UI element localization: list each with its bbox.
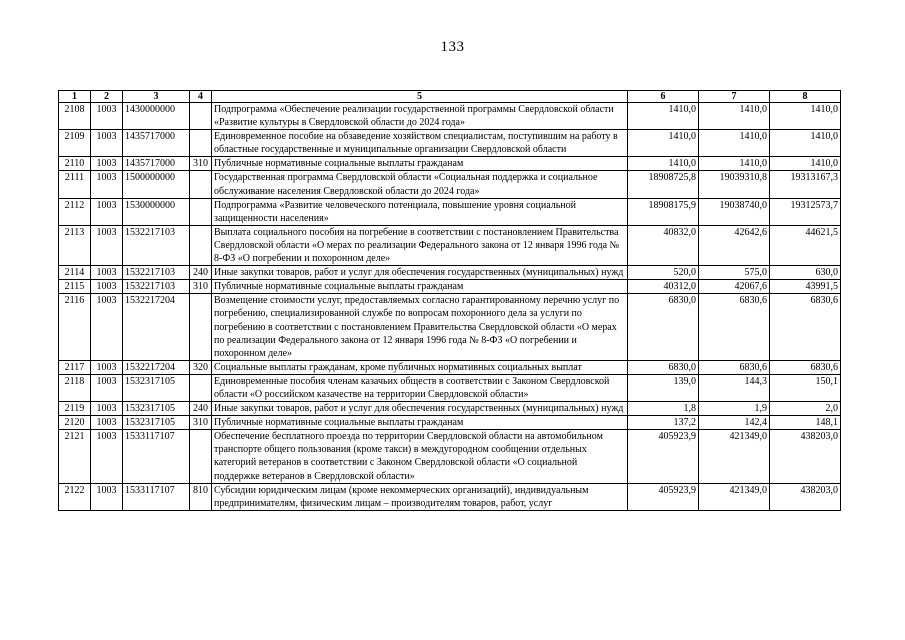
expense-type-code <box>190 374 212 401</box>
row-number: 2118 <box>59 374 91 401</box>
row-number: 2111 <box>59 171 91 198</box>
amount-year-1: 1,8 <box>628 402 699 416</box>
target-article-code: 1532217103 <box>123 266 190 280</box>
amount-year-1: 520,0 <box>628 266 699 280</box>
row-number: 2121 <box>59 430 91 483</box>
table-row <box>59 360 841 374</box>
amount-year-1: 6830,0 <box>628 360 699 374</box>
item-name: Иные закупки товаров, работ и услуг для обеспечения государственных (муниципальных) нужд <box>212 266 628 280</box>
amount-year-3: 44621,5 <box>770 225 841 265</box>
amount-year-3: 2,0 <box>770 402 841 416</box>
item-name: Публичные нормативные социальные выплаты гражданам <box>212 280 628 294</box>
item-name: Иные закупки товаров, работ и услуг для обеспечения государственных (муниципальных) нужд <box>212 402 628 416</box>
header-col-1: 1 <box>59 91 91 103</box>
row-number: 2112 <box>59 198 91 225</box>
table-row <box>59 483 841 510</box>
amount-year-2: 42642,6 <box>699 225 770 265</box>
table-row <box>59 266 841 280</box>
section-code: 1003 <box>91 103 123 130</box>
amount-year-2: 1410,0 <box>699 103 770 130</box>
amount-year-2: 19038740,0 <box>699 198 770 225</box>
table-row <box>59 198 841 225</box>
expense-type-code: 310 <box>190 416 212 430</box>
amount-year-1: 405923,9 <box>628 483 699 510</box>
target-article-code: 1532217204 <box>123 360 190 374</box>
amount-year-3: 1410,0 <box>770 157 841 171</box>
amount-year-2: 1,9 <box>699 402 770 416</box>
section-code: 1003 <box>91 266 123 280</box>
header-col-4: 4 <box>190 91 212 103</box>
amount-year-2: 19039310,8 <box>699 171 770 198</box>
item-name: Подпрограмма «Развитие человеческого потенциала, повышение уровня социальной защищенности населения» <box>212 198 628 225</box>
amount-year-3: 19312573,7 <box>770 198 841 225</box>
table-row <box>59 103 841 130</box>
amount-year-1: 1410,0 <box>628 103 699 130</box>
target-article-code: 1430000000 <box>123 103 190 130</box>
row-number: 2108 <box>59 103 91 130</box>
row-number: 2114 <box>59 266 91 280</box>
item-name: Выплата социального пособия на погребение в соответствии с постановлением Правительства Свердловской области «О мерах по реализации Федерального закона от 12 января 1996 года № 8-ФЗ «О погребении и похоронном деле» <box>212 225 628 265</box>
header-col-7: 7 <box>699 91 770 103</box>
amount-year-2: 1410,0 <box>699 157 770 171</box>
amount-year-3: 1410,0 <box>770 103 841 130</box>
table-row <box>59 130 841 157</box>
amount-year-2: 144,3 <box>699 374 770 401</box>
amount-year-3: 438203,0 <box>770 483 841 510</box>
amount-year-1: 405923,9 <box>628 430 699 483</box>
row-number: 2109 <box>59 130 91 157</box>
header-col-5: 5 <box>212 91 628 103</box>
amount-year-3: 19313167,3 <box>770 171 841 198</box>
item-name: Публичные нормативные социальные выплаты гражданам <box>212 157 628 171</box>
amount-year-3: 6830,6 <box>770 294 841 360</box>
table-row <box>59 157 841 171</box>
amount-year-2: 142,4 <box>699 416 770 430</box>
row-number: 2120 <box>59 416 91 430</box>
section-code: 1003 <box>91 157 123 171</box>
amount-year-2: 421349,0 <box>699 430 770 483</box>
expense-type-code <box>190 130 212 157</box>
row-number: 2117 <box>59 360 91 374</box>
expense-type-code: 240 <box>190 266 212 280</box>
section-code: 1003 <box>91 374 123 401</box>
amount-year-1: 137,2 <box>628 416 699 430</box>
amount-year-3: 630,0 <box>770 266 841 280</box>
amount-year-2: 42067,6 <box>699 280 770 294</box>
header-col-8: 8 <box>770 91 841 103</box>
amount-year-3: 150,1 <box>770 374 841 401</box>
header-col-6: 6 <box>628 91 699 103</box>
expense-type-code <box>190 171 212 198</box>
amount-year-2: 575,0 <box>699 266 770 280</box>
row-number: 2113 <box>59 225 91 265</box>
section-code: 1003 <box>91 483 123 510</box>
expense-type-code: 310 <box>190 157 212 171</box>
target-article-code: 1500000000 <box>123 171 190 198</box>
item-name: Подпрограмма «Обеспечение реализации государственной программы Свердловской области «Развитие культуры в Свердловской области до 2024 года» <box>212 103 628 130</box>
amount-year-1: 1410,0 <box>628 130 699 157</box>
amount-year-2: 1410,0 <box>699 130 770 157</box>
target-article-code: 1530000000 <box>123 198 190 225</box>
section-code: 1003 <box>91 430 123 483</box>
amount-year-1: 18908175,9 <box>628 198 699 225</box>
table-row <box>59 171 841 198</box>
page-number: 133 <box>440 39 465 55</box>
target-article-code: 1532217103 <box>123 225 190 265</box>
amount-year-1: 18908725,8 <box>628 171 699 198</box>
target-article-code: 1532317105 <box>123 416 190 430</box>
header-col-2: 2 <box>91 91 123 103</box>
expense-type-code: 810 <box>190 483 212 510</box>
amount-year-3: 1410,0 <box>770 130 841 157</box>
section-code: 1003 <box>91 402 123 416</box>
table-row <box>59 225 841 265</box>
amount-year-1: 40312,0 <box>628 280 699 294</box>
expense-type-code <box>190 103 212 130</box>
row-number: 2110 <box>59 157 91 171</box>
expense-type-code <box>190 198 212 225</box>
item-name: Возмещение стоимости услуг, предоставляемых согласно гарантированному перечню услуг по погребению, специализированной службе по вопросам похоронного дела за услуги по погребению в соответствии с постановлением Правительства Свердловской области «О мерах по реализации Федерального закона от 12 января 1996 года № 8-ФЗ «О погребении и похоронном деле» <box>212 294 628 360</box>
section-code: 1003 <box>91 280 123 294</box>
target-article-code: 1532217103 <box>123 280 190 294</box>
target-article-code: 1533117107 <box>123 483 190 510</box>
amount-year-3: 43991,5 <box>770 280 841 294</box>
expense-type-code: 310 <box>190 280 212 294</box>
expense-type-code <box>190 294 212 360</box>
section-code: 1003 <box>91 130 123 157</box>
expense-type-code <box>190 225 212 265</box>
section-code: 1003 <box>91 225 123 265</box>
amount-year-1: 40832,0 <box>628 225 699 265</box>
amount-year-3: 148,1 <box>770 416 841 430</box>
budget-table <box>58 90 841 511</box>
row-number: 2122 <box>59 483 91 510</box>
target-article-code: 1532217204 <box>123 294 190 360</box>
table-row <box>59 374 841 401</box>
amount-year-2: 6830,6 <box>699 360 770 374</box>
amount-year-1: 6830,0 <box>628 294 699 360</box>
target-article-code: 1532317105 <box>123 374 190 401</box>
section-code: 1003 <box>91 360 123 374</box>
target-article-code: 1435717000 <box>123 157 190 171</box>
amount-year-2: 421349,0 <box>699 483 770 510</box>
row-number: 2116 <box>59 294 91 360</box>
table-row <box>59 430 841 483</box>
item-name: Публичные нормативные социальные выплаты гражданам <box>212 416 628 430</box>
table-row <box>59 402 841 416</box>
table-row <box>59 416 841 430</box>
expense-type-code: 320 <box>190 360 212 374</box>
expense-type-code: 240 <box>190 402 212 416</box>
item-name: Единовременное пособие на обзаведение хозяйством специалистам, поступившим на работу в областные государственные и муниципальные организации Свердловской области <box>212 130 628 157</box>
item-name: Обеспечение бесплатного проезда по территории Свердловской области на автомобильном транспорте общего пользования (кроме такси) в междугородном сообщении отдельных категорий ветеранов в соответствии с Законом Свердловской области «О социальной поддержке ветеранов в Свердловской области» <box>212 430 628 483</box>
amount-year-2: 6830,6 <box>699 294 770 360</box>
table-row <box>59 294 841 360</box>
header-col-3: 3 <box>123 91 190 103</box>
item-name: Субсидии юридическим лицам (кроме некоммерческих организаций), индивидуальным предпринимателям, физическим лицам – производителям товаров, работ, услуг <box>212 483 628 510</box>
section-code: 1003 <box>91 294 123 360</box>
target-article-code: 1532317105 <box>123 402 190 416</box>
amount-year-3: 438203,0 <box>770 430 841 483</box>
table-header-row <box>59 91 841 103</box>
target-article-code: 1435717000 <box>123 130 190 157</box>
item-name: Социальные выплаты гражданам, кроме публичных нормативных социальных выплат <box>212 360 628 374</box>
expense-type-code <box>190 430 212 483</box>
section-code: 1003 <box>91 416 123 430</box>
row-number: 2115 <box>59 280 91 294</box>
section-code: 1003 <box>91 171 123 198</box>
target-article-code: 1533117107 <box>123 430 190 483</box>
amount-year-1: 139,0 <box>628 374 699 401</box>
amount-year-3: 6830,6 <box>770 360 841 374</box>
item-name: Государственная программа Свердловской области «Социальная поддержка и социальное обслуживание населения Свердловской области до 2024 года» <box>212 171 628 198</box>
item-name: Единовременные пособия членам казачьих обществ в соответствии с Законом Свердловской области «О российском казачестве на территории Свердловской области» <box>212 374 628 401</box>
row-number: 2119 <box>59 402 91 416</box>
section-code: 1003 <box>91 198 123 225</box>
table-row <box>59 280 841 294</box>
amount-year-1: 1410,0 <box>628 157 699 171</box>
